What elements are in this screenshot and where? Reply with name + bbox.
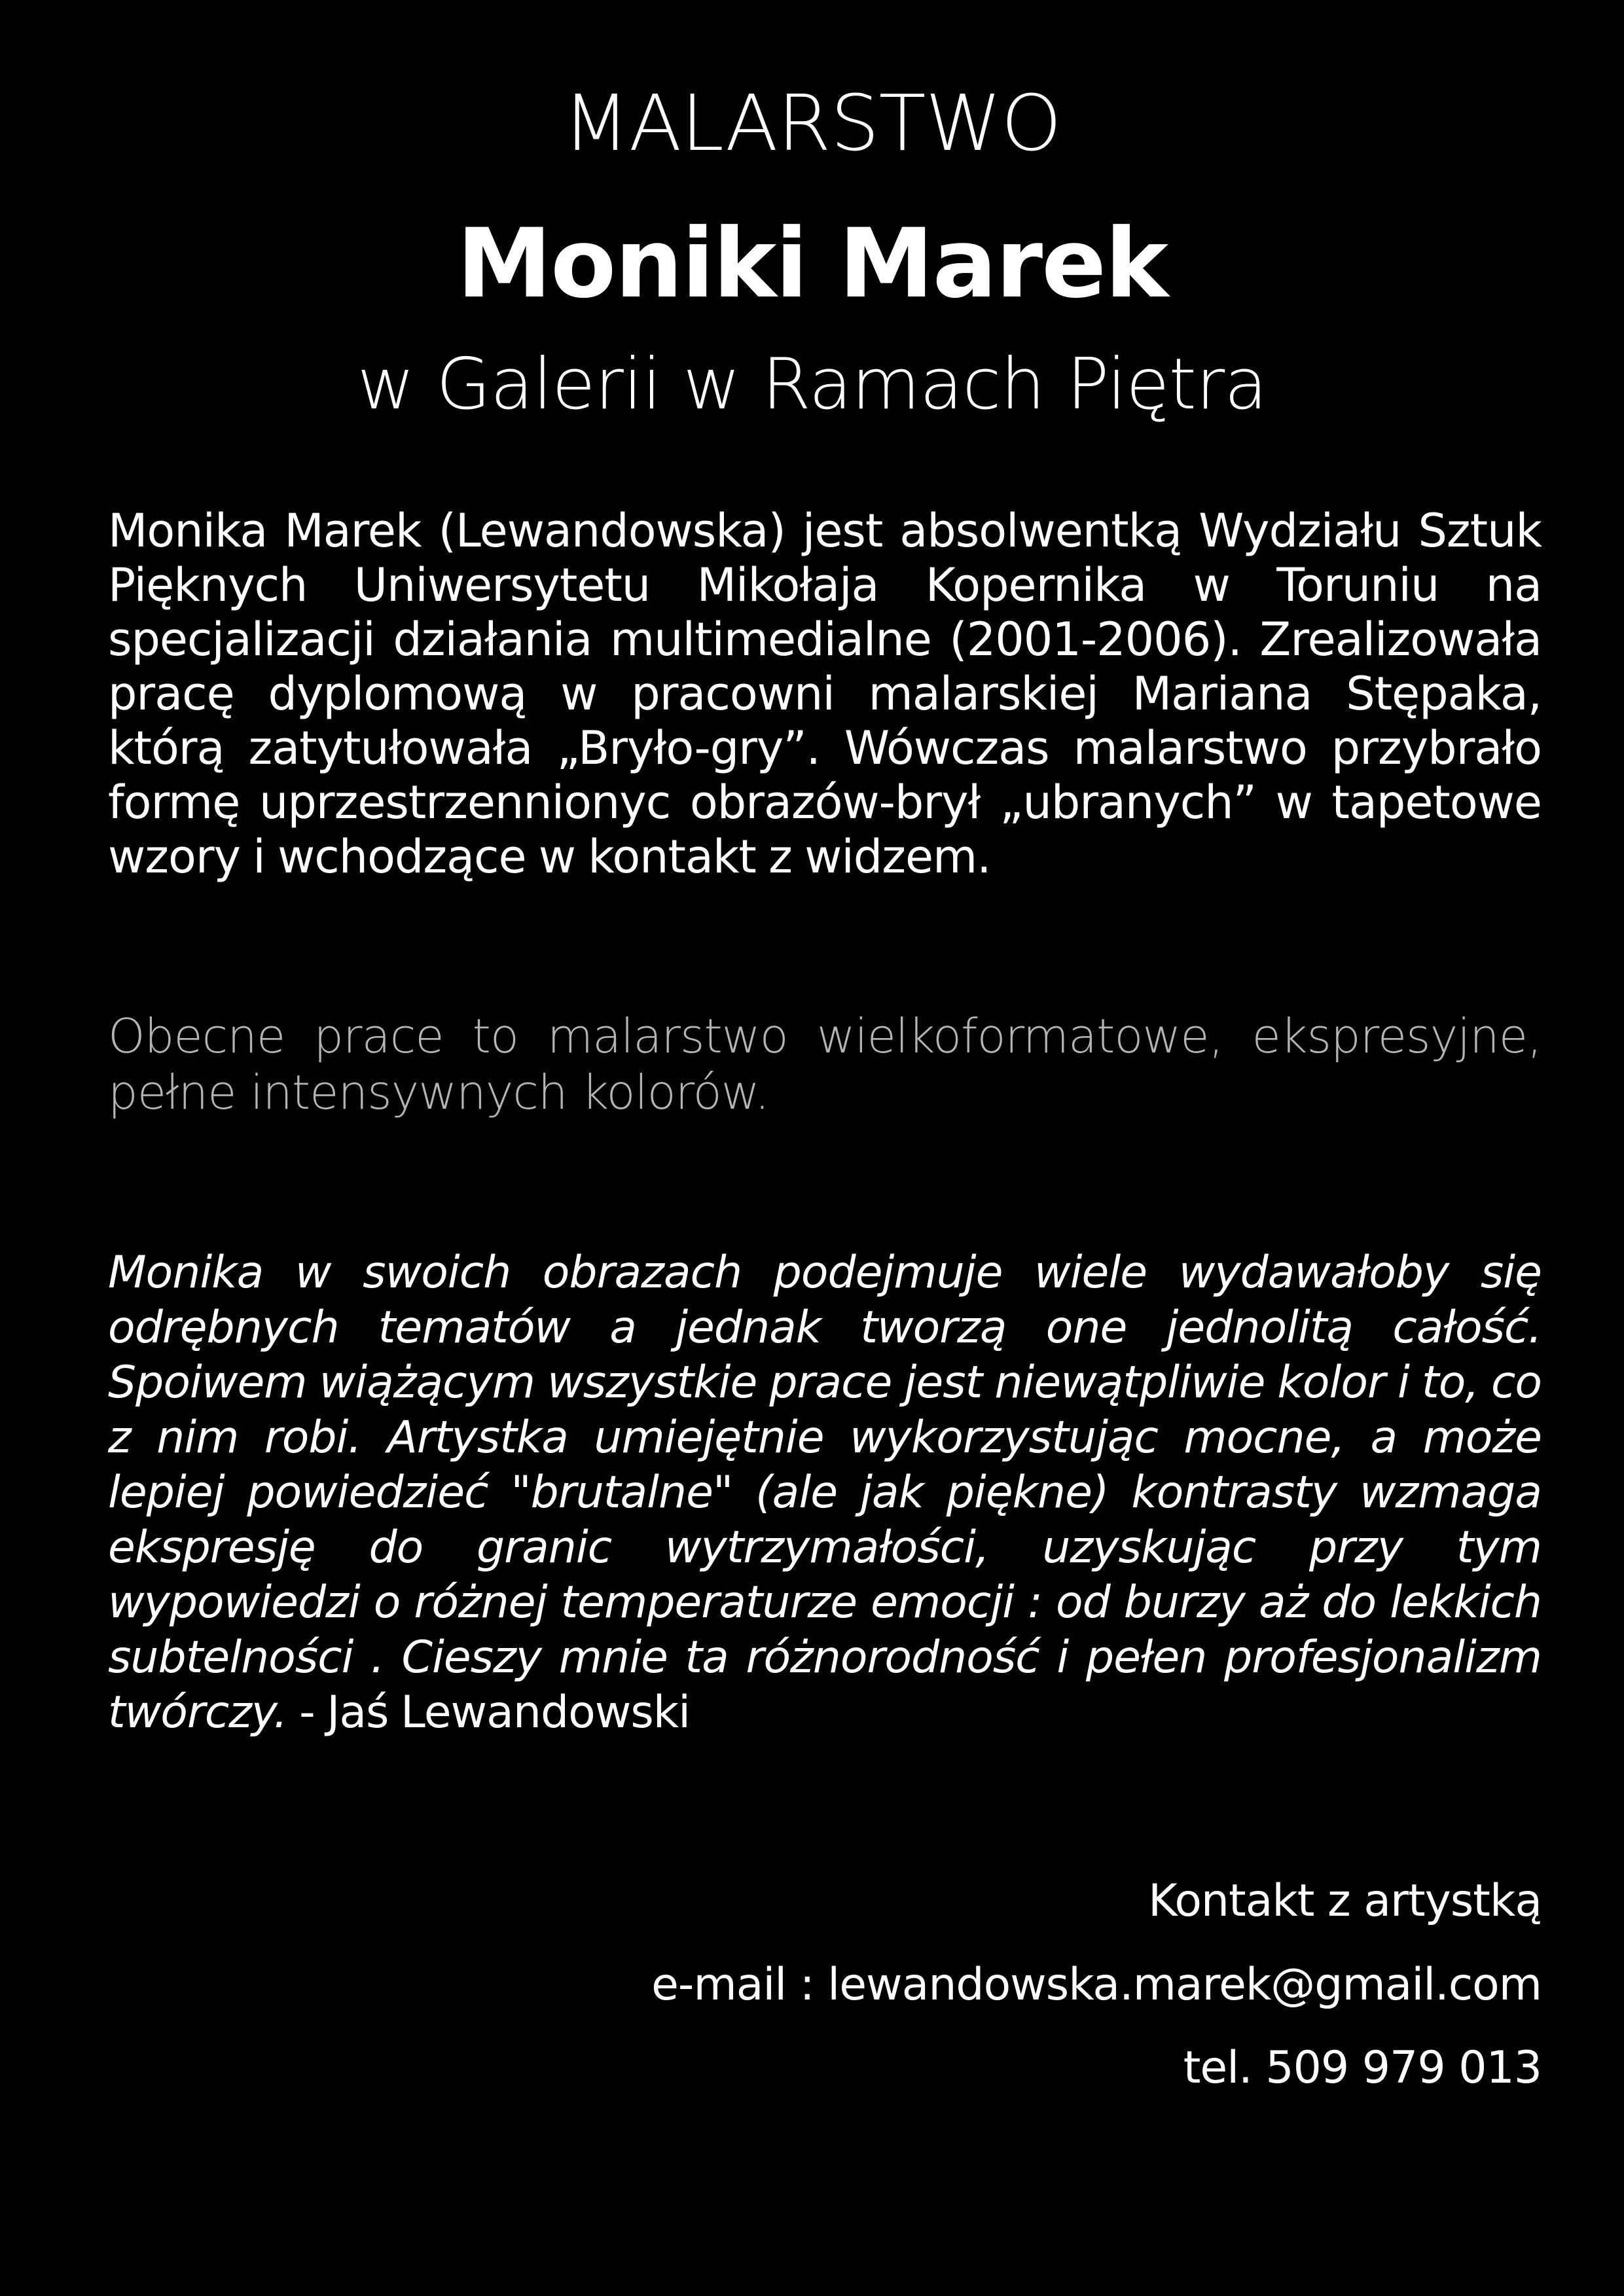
contact-label: Kontakt z artystką [1148,1875,1542,1927]
artist-name: Moniki Marek [456,208,1168,319]
current-work-paragraph: Obecne prace to malarstwo wielkoformatowe, ekspresyjne, pełne intensywnych kolorów. [108,1009,1542,1120]
contact-email: e-mail : lewandowska.marek@gmail.com [651,1959,1542,2011]
quote-text: Monika w swoich obrazach podejmuje wiele wydawałoby się odrębnych tematów a jednak tworzą one jednolitą całość. Spoiwem wiążącym wszystkie prace jest niewątpliwie kolor i to, co z nim robi. Artystka umiejętnie wykorzystując mocne, a może lepiej powiedzieć "brutalne" (ale jak piękne) kontrasty wzmaga ekspresję do granic wytrzymałości, uzyskując przy tym wypowiedzi o różnej temperaturze emocji : od burzy aż do lekkich subtelności . Cieszy mnie ta różnorodność i pełen profesjonalizm twórczy. [108,1247,1542,1738]
gallery-subtitle: w Galerii w Ramach Piętra [357,344,1267,425]
quote-paragraph [108,1246,1542,1740]
quote-signature: - Jaś Lewandowski [287,1687,691,1738]
header-line-malarstwo: MALARSTWO [562,78,1062,168]
bio-paragraph: Monika Marek (Lewandowska) jest absolwentką Wydziału Sztuk Pięknych Uniwersytetu Mikołaja Kopernika w Toruniu na specjalizacji działania multimedialne (2001-2006). Zrealizowała pracę dyplomową w pracowni malarskiej Mariana Stępaka, którą zatytułowała „Bryło-gry”. Wówczas malarstwo przybrało formę uprzestrzennionyc obrazów-brył „ubranych” w tapetowe wzory i wchodzące w kontakt z widzem. [108,504,1542,884]
contact-phone: tel. 509 979 013 [1183,2042,1542,2094]
